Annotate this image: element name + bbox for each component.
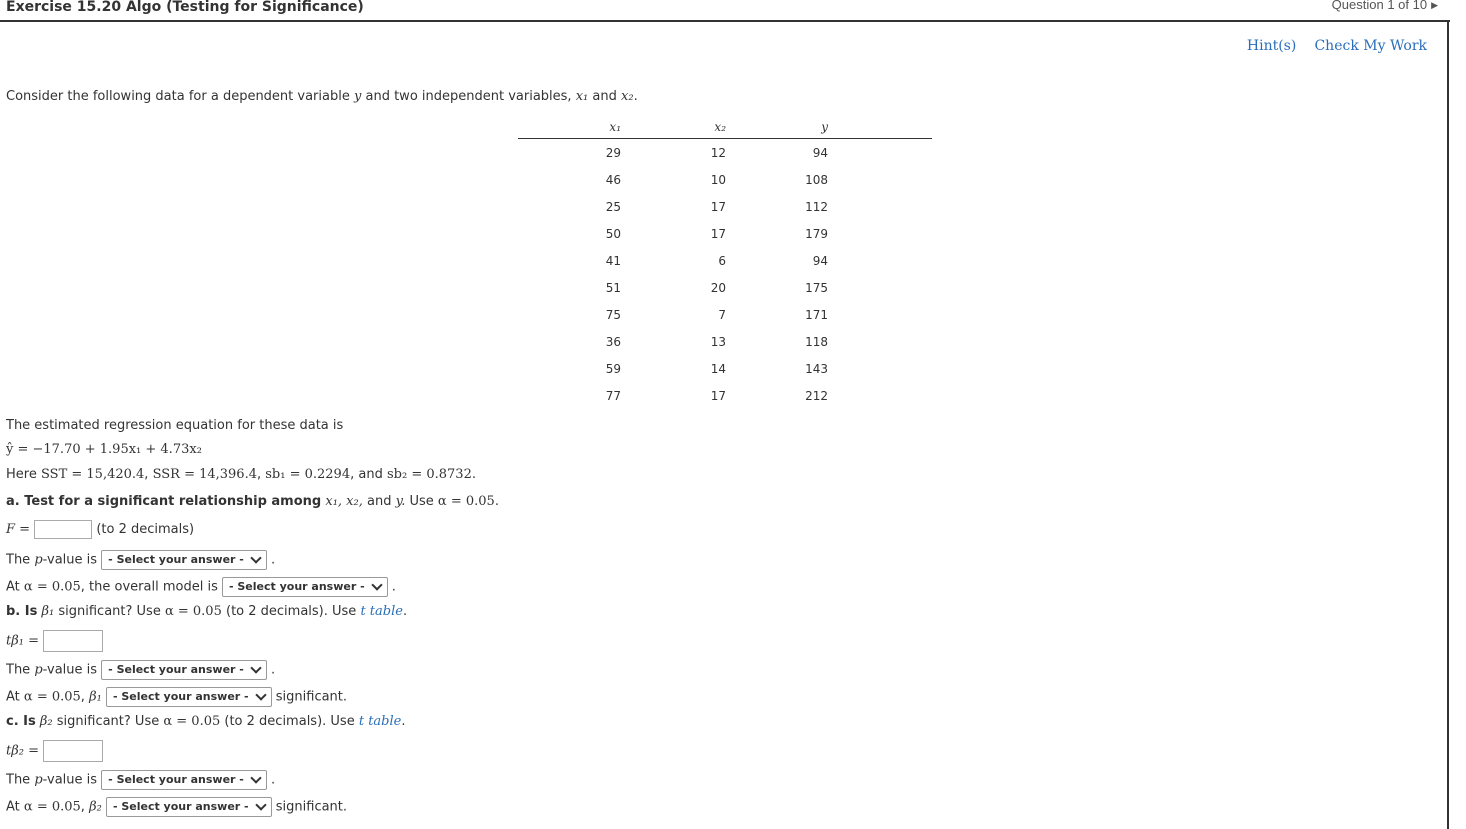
regression-equation: ŷ = −17.70 + 1.95x₁ + 4.73x₂ — [6, 442, 202, 457]
table-cell: 94 — [812, 253, 828, 268]
table-cell: 112 — [805, 199, 828, 214]
t-beta1-label: tβ₁ = — [6, 633, 39, 649]
table-cell: 17 — [710, 226, 726, 241]
table-cell: 17 — [710, 199, 726, 214]
toolbar — [1233, 38, 1427, 54]
beta2-significance-select[interactable]: - Select your answer - — [106, 797, 272, 817]
beta2-significance-row: At α = 0.05, β₂ - Select your answer - significant. — [6, 797, 347, 817]
content-border — [1447, 20, 1449, 829]
part-a-model-row: At α = 0.05, the overall model is - Select your answer - . — [6, 577, 396, 597]
check-my-work-link[interactable]: Check My Work — [1314, 38, 1427, 54]
f-statistic-row — [6, 520, 194, 539]
table-cell: 41 — [605, 253, 621, 268]
table-cell: 20 — [710, 280, 726, 295]
table-body — [518, 139, 932, 410]
part-b-question: b. Is β₁ significant? Use α = 0.05 (to 2 decimals). Use t table. — [6, 604, 408, 619]
table-cell: 13 — [710, 334, 726, 349]
next-arrow-icon[interactable]: ▶ — [1431, 0, 1438, 10]
part-a-question: a. Test for a significant relationship among x₁, x₂, and y. Use α = 0.05. — [6, 494, 499, 509]
data-table — [518, 116, 932, 409]
part-c-pvalue-select[interactable]: - Select your answer - — [101, 770, 267, 790]
table-row — [518, 382, 932, 409]
hints-link[interactable]: Hint(s) — [1246, 38, 1297, 54]
table-row — [518, 355, 932, 382]
beta1-significance-select[interactable]: - Select your answer - — [106, 687, 272, 707]
table-row — [518, 247, 932, 274]
table-cell: 7 — [718, 307, 726, 322]
exercise-title: Exercise 15.20 Algo (Testing for Significance) — [6, 0, 364, 15]
regression-intro: The estimated regression equation for these data is — [6, 418, 344, 433]
t-beta2-input[interactable] — [43, 740, 103, 762]
table-cell: 6 — [718, 253, 726, 268]
chevron-down-icon — [255, 689, 266, 700]
table-cell: 75 — [605, 307, 621, 322]
table-cell: 59 — [605, 361, 621, 376]
question-intro: Consider the following data for a dependent variable y and two independent variables, x₁ and x₂. — [6, 89, 638, 104]
table-row — [518, 220, 932, 247]
t-beta1-row — [6, 630, 103, 652]
sums-of-squares: Here SST = 15,420.4, SSR = 14,396.4, sb₁ = 0.2294, and sb₂ = 0.8732. — [6, 467, 476, 482]
t-table-link[interactable]: t table — [360, 604, 403, 619]
chevron-down-icon — [255, 799, 266, 810]
f-label: F = — [6, 522, 31, 537]
part-c-pvalue-row: The p-value is - Select your answer - . — [6, 770, 275, 790]
column-header-x2: x₂ — [621, 116, 726, 139]
table-cell: 143 — [805, 361, 828, 376]
table-row — [518, 274, 932, 301]
f-statistic-input[interactable] — [34, 520, 92, 539]
f-hint: (to 2 decimals) — [96, 522, 195, 537]
part-c-question: c. Is β₂ significant? Use α = 0.05 (to 2 decimals). Use t table. — [6, 714, 406, 729]
part-b-pvalue-select[interactable]: - Select your answer - — [101, 660, 267, 680]
chevron-down-icon — [250, 772, 261, 783]
table-cell: 171 — [805, 307, 828, 322]
table-cell: 46 — [605, 172, 621, 187]
column-header-x1: x₁ — [518, 116, 621, 139]
chevron-down-icon — [371, 579, 382, 590]
beta1-significance-row: At α = 0.05, β₁ - Select your answer - significant. — [6, 687, 347, 707]
column-header-y: y — [726, 116, 828, 139]
exercise-header — [0, 0, 1450, 22]
chevron-down-icon — [250, 552, 261, 563]
table-row — [518, 139, 932, 167]
t-beta2-label: tβ₂ = — [6, 743, 39, 759]
table-cell: 29 — [605, 145, 621, 160]
table-row — [518, 166, 932, 193]
part-b-pvalue-row: The p-value is - Select your answer - . — [6, 660, 275, 680]
table-cell: 77 — [605, 388, 621, 403]
table-cell: 25 — [605, 199, 621, 214]
table-row — [518, 301, 932, 328]
table-cell: 212 — [805, 388, 828, 403]
part-a-pvalue-row: The p-value is - Select your answer - . — [6, 550, 275, 570]
t-beta1-input[interactable] — [43, 630, 103, 652]
chevron-down-icon — [250, 662, 261, 673]
part-a-pvalue-select[interactable]: - Select your answer - — [101, 550, 267, 570]
table-cell: 10 — [710, 172, 726, 187]
question-navigation[interactable] — [1332, 0, 1438, 12]
table-cell: 17 — [710, 388, 726, 403]
table-cell: 12 — [710, 145, 726, 160]
table-header-row — [518, 116, 932, 139]
table-cell: 108 — [805, 172, 828, 187]
t-table-link[interactable]: t table — [358, 714, 402, 729]
question-counter: Question 1 of 10 — [1331, 0, 1428, 12]
table-cell: 14 — [710, 361, 726, 376]
table-cell: 50 — [605, 226, 621, 241]
overall-model-select[interactable]: - Select your answer - — [222, 577, 388, 597]
table-cell: 51 — [605, 280, 621, 295]
table-cell: 179 — [805, 226, 828, 241]
t-beta2-row — [6, 740, 103, 762]
table-cell: 36 — [605, 334, 621, 349]
table-row — [518, 193, 932, 220]
table-cell: 118 — [805, 334, 828, 349]
table-cell: 94 — [812, 145, 828, 160]
table-cell: 175 — [805, 280, 828, 295]
table-row — [518, 328, 932, 355]
